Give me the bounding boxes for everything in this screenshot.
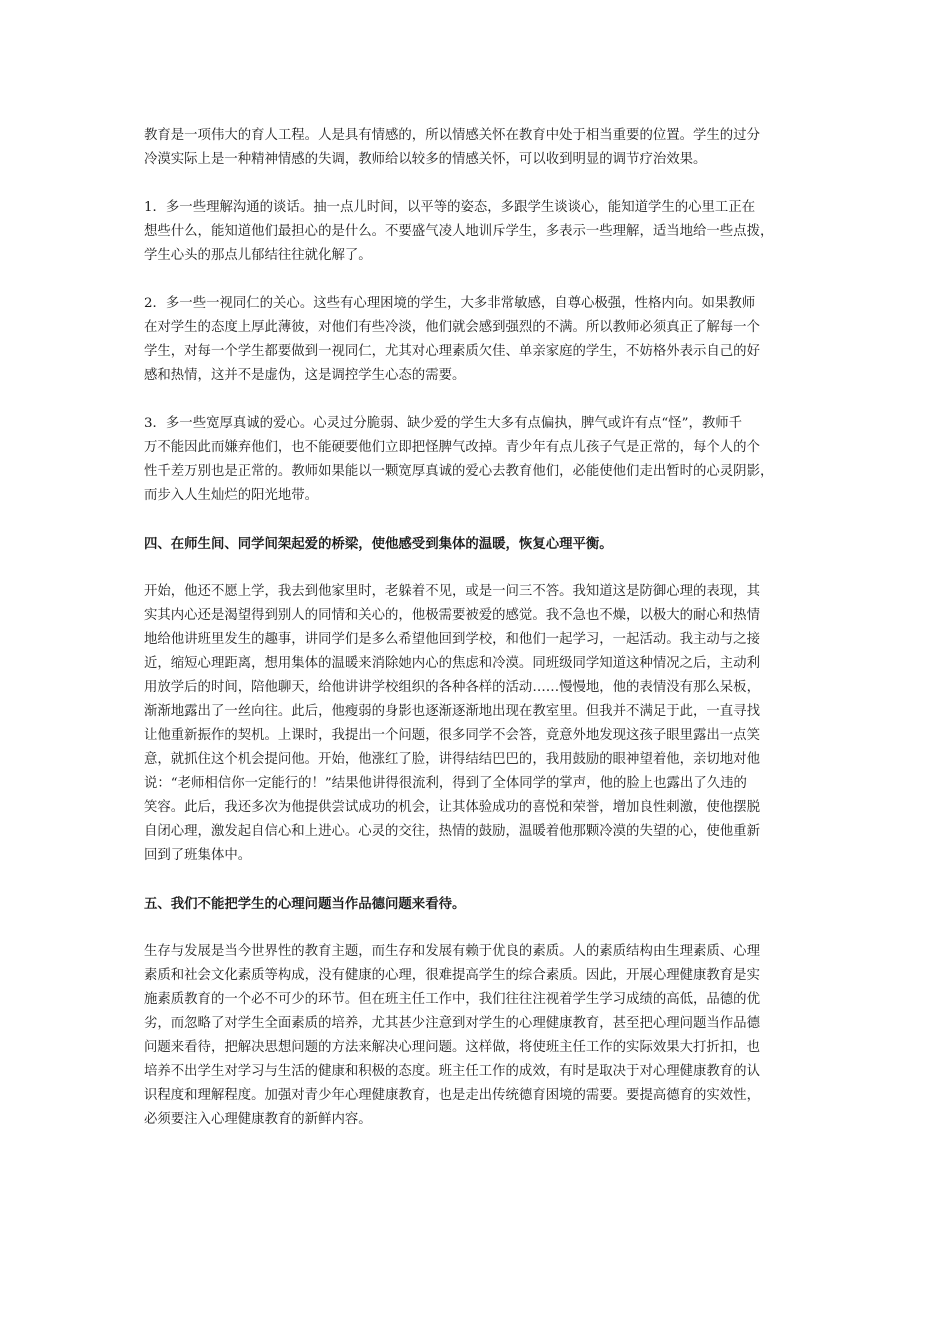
text-line: 在对学生的态度上厚此薄彼，对他们有些冷淡，他们就会感到强烈的不满。所以教师必须真正了解每一个 <box>144 320 760 335</box>
paragraph-point-1 <box>144 196 812 268</box>
text-line: 冷漠实际上是一种精神情感的失调，教师给以较多的情感关怀，可以收到明显的调节疗治效果。 <box>144 152 707 167</box>
text-line: 想些什么，能知道他们最担心的是什么。不要盛气凌人地训斥学生，多表示一些理解，适当地给一些点拨， <box>144 224 774 239</box>
text-line: 学生心头的那点儿郁结往往就化解了。 <box>144 248 372 263</box>
text-line: 万不能因此而嫌弃他们，也不能硬要他们立即把怪脾气改掉。青少年有点儿孩子气是正常的，每个人的个 <box>144 440 760 455</box>
text-line: 用放学后的时间，陪他聊天，给他讲讲学校组织的各种各样的活动……慢慢地，他的表情没有那么呆板， <box>144 680 760 695</box>
text-line: 培养不出学生对学习与生活的健康和积极的态度。班主任工作的成效，有时是取决于对心理健康教育的认 <box>144 1064 760 1079</box>
text-line: 而步入人生灿烂的阳光地带。 <box>144 488 319 503</box>
paragraph-intro <box>144 124 812 172</box>
paragraph-section-4 <box>144 580 812 868</box>
text-line: 让他重新振作的契机。上课时，我提出一个问题，很多同学不会答，竟意外地发现这孩子眼里露出一点笑 <box>144 728 760 743</box>
text-line: 回到了班集体中。 <box>144 848 252 863</box>
text-line: 实其内心还是渴望得到别人的同情和关心的，他极需要被爱的感觉。我不急也不燥，以极大的耐心和热情 <box>144 608 760 623</box>
text-line: 生存与发展是当今世界性的教育主题，而生存和发展有赖于优良的素质。人的素质结构由生理素质、心理 <box>144 944 760 959</box>
text-line: 近，缩短心理距离，想用集体的温暖来消除她内心的焦虑和冷漠。同班级同学知道这种情况之后，主动利 <box>144 656 760 671</box>
document-page <box>144 124 812 1132</box>
text-line: 施素质教育的一个必不可少的环节。但在班主任工作中，我们往往注视着学生学习成绩的高低，品德的优 <box>144 992 760 1007</box>
text-line: 教育是一项伟大的育人工程。人是具有情感的，所以情感关怀在教育中处于相当重要的位置。学生的过分 <box>144 128 760 143</box>
paragraph-point-3 <box>144 412 812 508</box>
paragraph-section-5 <box>144 940 812 1132</box>
text-line: 识程度和理解程度。加强对青少年心理健康教育，也是走出传统德育困境的需要。要提高德育的实效性， <box>144 1088 760 1103</box>
text-line: 性千差万别也是正常的。教师如果能以一颗宽厚真诚的爱心去教育他们，必能使他们走出暂时的心灵阴影， <box>144 464 774 479</box>
text-line: 学生，对每一个学生都要做到一视同仁，尤其对心理素质欠佳、单亲家庭的学生，不妨格外表示自己的好 <box>144 344 760 359</box>
text-line: 必须要注入心理健康教育的新鲜内容。 <box>144 1112 372 1127</box>
text-line: 劣，而忽略了对学生全面素质的培养，尤其甚少注意到对学生的心理健康教育，甚至把心理问题当作品德 <box>144 1016 760 1031</box>
section-heading-5: 五、我们不能把学生的心理问题当作品德问题来看待。 <box>144 896 466 912</box>
text-line: 2．多一些一视同仁的关心。这些有心理困境的学生，大多非常敏感，自尊心极强，性格内向。如果教师 <box>144 296 756 311</box>
section-heading-4: 四、在师生间、同学间架起爱的桥梁，使他感受到集体的温暖，恢复心理平衡。 <box>144 536 613 552</box>
text-line: 自闭心理，激发起自信心和上进心。心灵的交往，热情的鼓励，温暖着他那颗冷漠的失望的心，使他重新 <box>144 824 760 839</box>
paragraph-point-2 <box>144 292 812 388</box>
text-line: 3．多一些宽厚真诚的爱心。心灵过分脆弱、缺少爱的学生大多有点偏执，脾气或许有点“怪”，教师千 <box>144 416 743 431</box>
text-line: 问题来看待，把解决思想问题的方法来解决心理问题。这样做，将使班主任工作的实际效果大打折扣，也 <box>144 1040 760 1055</box>
text-line: 笑容。此后，我还多次为他提供尝试成功的机会，让其体验成功的喜悦和荣誉，增加良性刺激，使他摆脱 <box>144 800 760 815</box>
text-line: 1．多一些理解沟通的谈话。抽一点儿时间，以平等的姿态，多跟学生谈谈心，能知道学生的心里工正在 <box>144 200 756 215</box>
text-line: 素质和社会文化素质等构成，没有健康的心理，很难提高学生的综合素质。因此，开展心理健康教育是实 <box>144 968 760 983</box>
text-line: 说：“老师相信你一定能行的！”结果他讲得很流利，得到了全体同学的掌声，他的脸上也露出了久违的 <box>144 776 747 791</box>
text-line: 感和热情，这并不是虚伪，这是调控学生心态的需要。 <box>144 368 466 383</box>
text-line: 意，就抓住这个机会提问他。开始，他涨红了脸，讲得结结巴巴的，我用鼓励的眼神望着他，亲切地对他 <box>144 752 760 767</box>
text-line: 开始，他还不愿上学，我去到他家里时，老躲着不见，或是一问三不答。我知道这是防御心理的表现，其 <box>144 584 760 599</box>
text-line: 地给他讲班里发生的趣事，讲同学们是多么希望他回到学校，和他们一起学习，一起活动。我主动与之接 <box>144 632 760 647</box>
text-line: 渐渐地露出了一丝向往。此后，他瘦弱的身影也逐渐逐渐地出现在教室里。但我并不满足于此，一直寻找 <box>144 704 760 719</box>
